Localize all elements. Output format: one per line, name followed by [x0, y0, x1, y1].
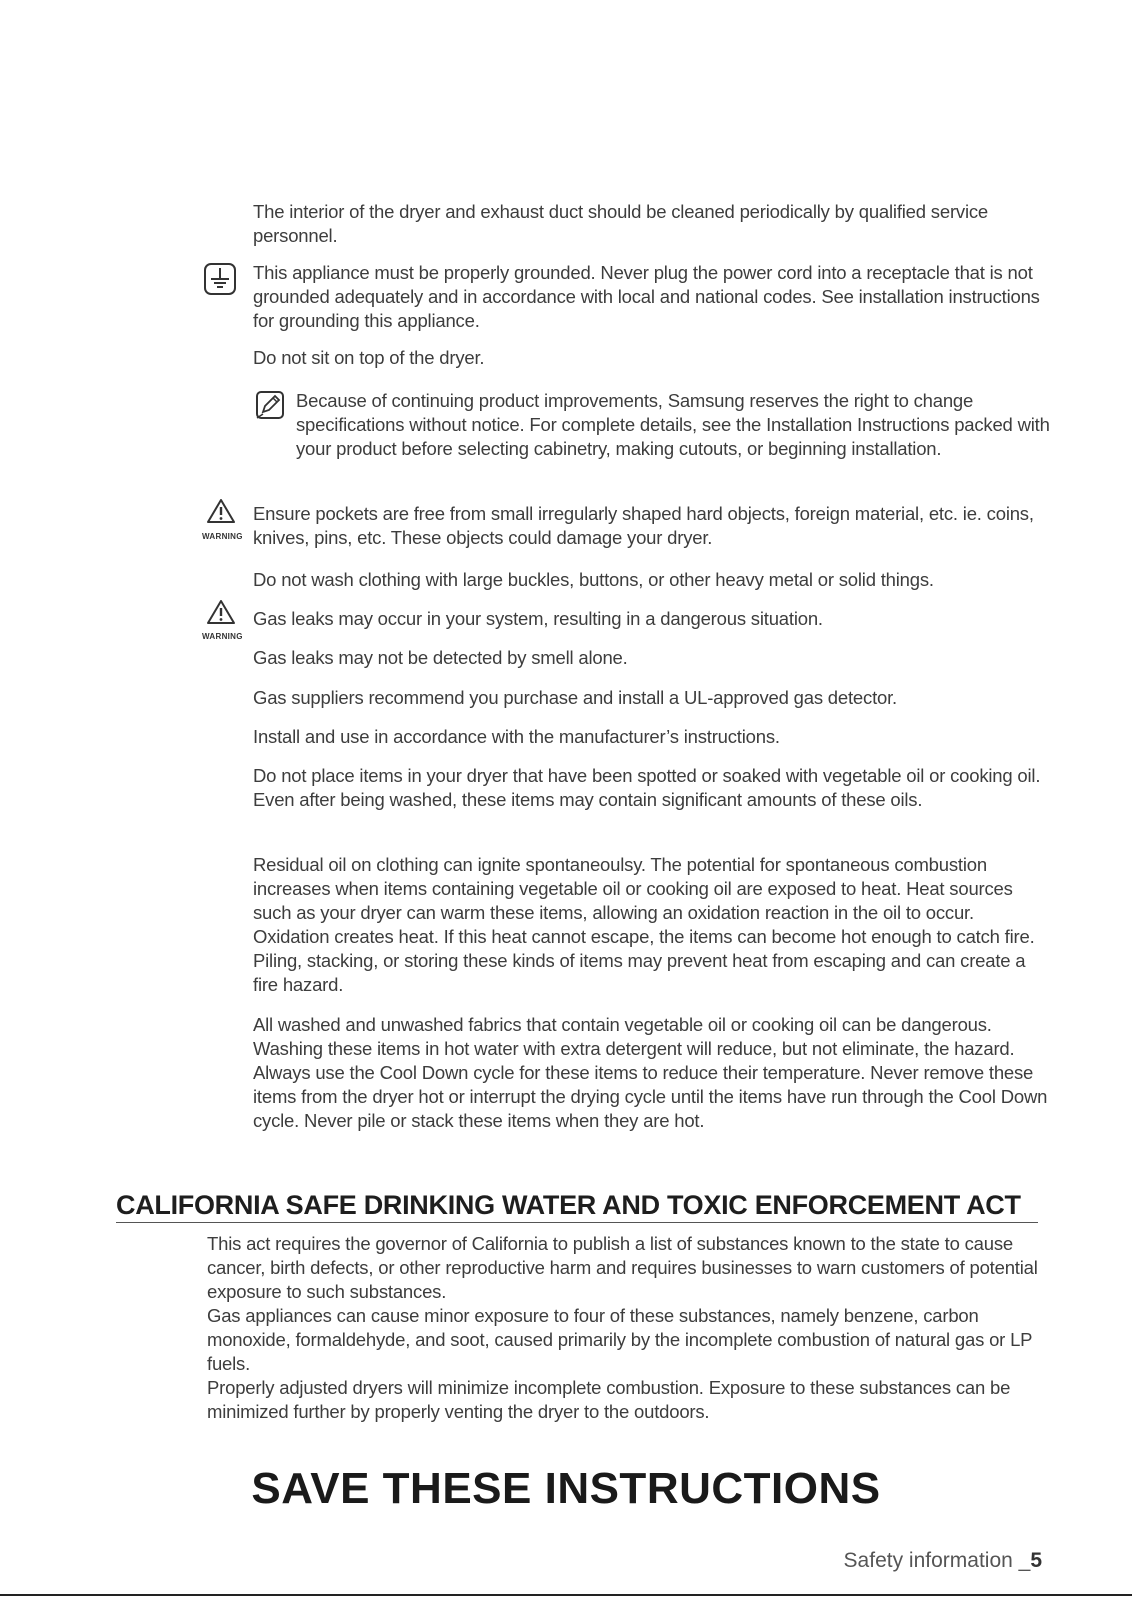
california-paragraph-3: Properly adjusted dryers will minimize incomplete combustion. Exposure to these substances can be minimized further by properly venting the dryer to the outdoors. [207, 1377, 1011, 1422]
paragraph-grounding: This appliance must be properly grounded. Never plug the power cord into a receptacle that is not grounded adequately and in accordance with local and national codes. See installation instructions for grounding this appliance. [253, 262, 1040, 331]
paragraph-gas-leaks: Gas leaks may occur in your system, resulting in a dangerous situation. [253, 608, 823, 629]
warning-label: WARNING [202, 632, 243, 641]
paragraph-fabrics: All washed and unwashed fabrics that contain vegetable oil or cooking oil can be dangerous. Washing these items in hot water with extra detergent will reduce, but not eliminate, the hazard. Always use the Cool Down cycle for these items to reduce their temperature. Never remove these items from the dryer hot or interrupt the drying cycle until the items have run through the Cool Down cycle. Never pile or stack these items when they are hot. [253, 1014, 1048, 1131]
paragraph-oil-items: Do not place items in your dryer that have been spotted or soaked with vegetable oil or cooking oil. Even after being washed, these items may contain significant amounts of these oils. [253, 765, 1041, 810]
warning-label: WARNING [202, 532, 243, 541]
paragraph-manufacturer: Install and use in accordance with the manufacturer’s instructions. [253, 726, 780, 747]
paragraph-do-not-sit: Do not sit on top of the dryer. [253, 347, 485, 368]
paragraph-gas-detector: Gas suppliers recommend you purchase and install a UL-approved gas detector. [253, 687, 897, 708]
grounding-icon [203, 262, 237, 296]
paragraph-heavy-metal: Do not wash clothing with large buckles, buttons, or other heavy metal or solid things. [253, 569, 934, 590]
page-footer [844, 1549, 1042, 1573]
california-paragraph-1: This act requires the governor of California to publish a list of substances known to the state to cause cancer, birth defects, or other reproductive harm and requires businesses to warn customers of potential exposure to such substances. [207, 1233, 1038, 1302]
paragraph-gas-smell: Gas leaks may not be detected by smell alone. [253, 647, 628, 668]
warning-triangle-icon [206, 599, 236, 625]
paragraph-cleaning: The interior of the dryer and exhaust duct should be cleaned periodically by qualified service personnel. [253, 201, 989, 246]
heading-rule [116, 1222, 1038, 1223]
california-act-heading: CALIFORNIA SAFE DRINKING WATER AND TOXIC ENFORCEMENT ACT [116, 1190, 1021, 1220]
california-paragraph-2: Gas appliances can cause minor exposure to four of these substances, namely benzene, carbon monoxide, formaldehyde, and soot, caused primarily by the incomplete combustion of natural gas or LP fuels. [207, 1305, 1032, 1374]
paragraph-product-improvements: Because of continuing product improvements, Samsung reserves the right to change specifications without notice. For complete details, see the Installation Instructions packed with your product before selecting cabinetry, making cutouts, or beginning installation. [296, 390, 1050, 459]
save-instructions-title: SAVE THESE INSTRUCTIONS [251, 1464, 881, 1513]
warning-triangle-icon [206, 498, 236, 524]
footer-section: Safety information _ [843, 1549, 1031, 1572]
paragraph-residual-oil: Residual oil on clothing can ignite spontaneoulsy. The potential for spontaneous combustion increases when items containing vegetable oil or cooking oil are exposed to heat. Heat sources such as your dryer can warm these items, allowing an oxidation reaction in the oil to occur. Oxidation creates heat. If this heat cannot escape, the items can become hot enough to catch fire. Piling, stacking, or storing these kinds of items may prevent heat from escaping and can create a fire hazard. [253, 854, 1035, 995]
note-pencil-icon [255, 390, 285, 422]
paragraph-pockets: Ensure pockets are free from small irregularly shaped hard objects, foreign material, etc. ie. coins, knives, pins, etc. These objects could damage your dryer. [253, 503, 1034, 548]
page-number: 5 [1030, 1549, 1042, 1572]
bottom-rule [0, 1594, 1132, 1596]
